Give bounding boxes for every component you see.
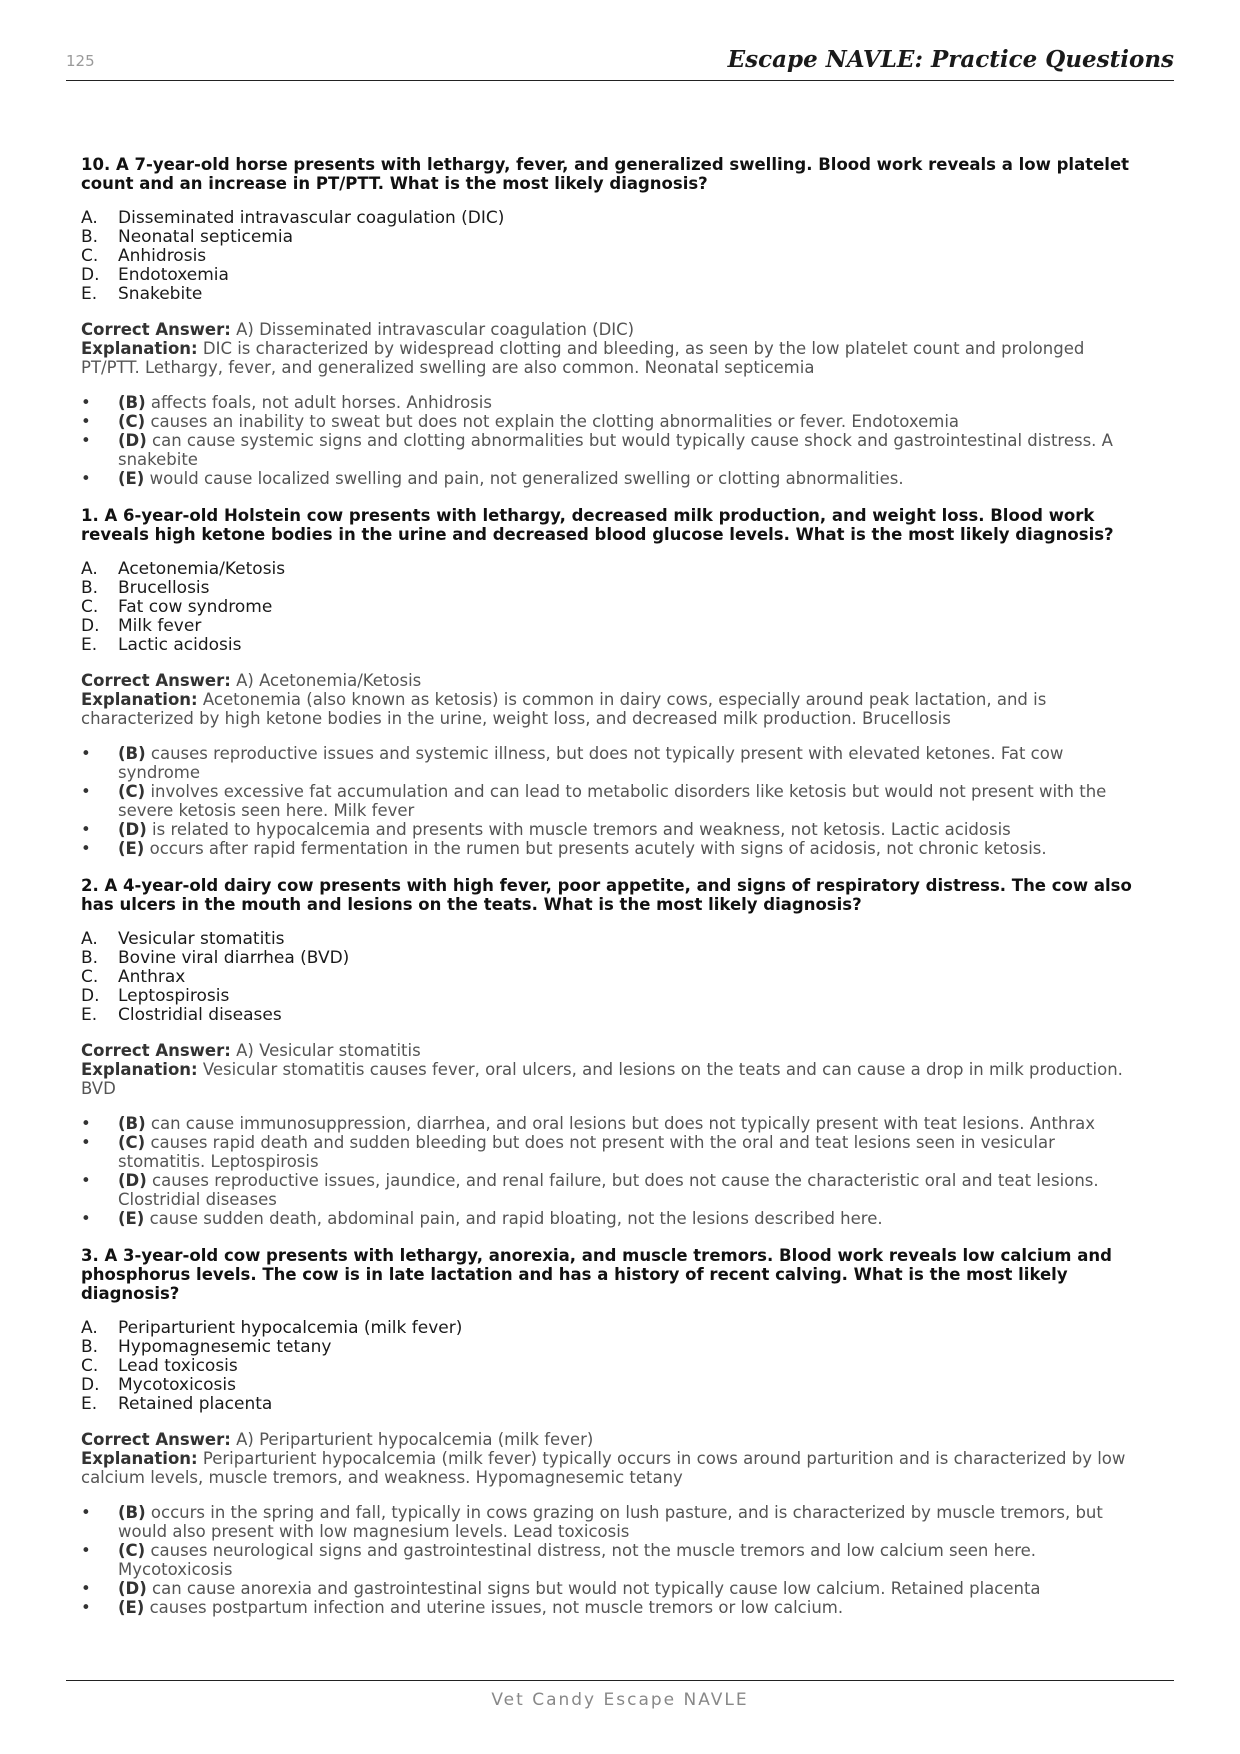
distractor-letter: (B) bbox=[118, 1114, 146, 1133]
distractor-text: occurs in the spring and fall, typically in cows grazing on lush pasture, and is characterized by muscle tremors, but would also present with low magnesium levels. Lead toxicosis bbox=[118, 1503, 1103, 1541]
answer-options bbox=[81, 1319, 1140, 1414]
distractor-text: cause sudden death, abdominal pain, and rapid bloating, not the lesions described here. bbox=[149, 1209, 883, 1228]
answer-option bbox=[81, 598, 1140, 617]
option-letter: D. bbox=[81, 986, 100, 1006]
option-letter: C. bbox=[81, 597, 99, 617]
option-text: Anthrax bbox=[118, 967, 186, 987]
option-text: Bovine viral diarrhea (BVD) bbox=[118, 948, 350, 968]
option-text: Brucellosis bbox=[118, 578, 210, 598]
explanation-label: Explanation: bbox=[81, 339, 198, 358]
question-block bbox=[81, 155, 1140, 488]
distractor-letter: (D) bbox=[118, 1579, 147, 1598]
answer-block bbox=[81, 320, 1140, 377]
distractor-letter: (B) bbox=[118, 393, 146, 412]
option-text: Periparturient hypocalcemia (milk fever) bbox=[118, 1318, 463, 1338]
answer-option bbox=[81, 1338, 1140, 1357]
distractor-text: would cause localized swelling and pain, not generalized swelling or clotting abnormalities. bbox=[149, 469, 904, 488]
distractor-text: causes postpartum infection and uterine issues, not muscle tremors or low calcium. bbox=[149, 1598, 844, 1617]
answer-option bbox=[81, 209, 1140, 228]
distractor-note bbox=[81, 1541, 1140, 1579]
correct-answer-line bbox=[81, 320, 1140, 339]
footer-divider bbox=[66, 1680, 1174, 1681]
answer-option bbox=[81, 987, 1140, 1006]
option-text: Disseminated intravascular coagulation (DIC) bbox=[118, 208, 505, 228]
answer-option bbox=[81, 617, 1140, 636]
distractor-letter: (B) bbox=[118, 1503, 146, 1522]
distractor-text: can cause immunosuppression, diarrhea, and oral lesions but does not typically present with teat lesions. Anthrax bbox=[150, 1114, 1096, 1133]
option-letter: B. bbox=[81, 948, 99, 968]
question-stem: 3. A 3-year-old cow presents with lethargy, anorexia, and muscle tremors. Blood work reveals low calcium and phosphorus levels. The cow is in late lactation and has a history of recent calving. What is the most likely diagnosis? bbox=[81, 1246, 1112, 1303]
correct-answer-text: A) Vesicular stomatitis bbox=[236, 1041, 421, 1060]
distractor-note bbox=[81, 1598, 1140, 1617]
correct-answer-line bbox=[81, 1041, 1140, 1060]
distractor-note bbox=[81, 839, 1140, 858]
distractor-letter: (E) bbox=[118, 469, 145, 488]
option-text: Hypomagnesemic tetany bbox=[118, 1337, 332, 1357]
question-stem: 2. A 4-year-old dairy cow presents with high fever, poor appetite, and signs of respiratory distress. The cow also has ulcers in the mouth and lesions on the teats. What is the most likely diagnosis? bbox=[81, 876, 1132, 914]
answer-option bbox=[81, 285, 1140, 304]
answer-option bbox=[81, 1357, 1140, 1376]
page-footer: Vet Candy Escape NAVLE bbox=[491, 1690, 749, 1710]
distractor-text: causes reproductive issues, jaundice, and renal failure, but does not cause the characteristic oral and teat lesions. Clostridial diseases bbox=[118, 1171, 1099, 1209]
correct-answer-text: A) Acetonemia/Ketosis bbox=[236, 671, 422, 690]
distractor-letter: (E) bbox=[118, 1209, 145, 1228]
distractor-note bbox=[81, 820, 1140, 839]
distractor-notes bbox=[81, 393, 1140, 488]
answer-options bbox=[81, 930, 1140, 1025]
option-text: Acetonemia/Ketosis bbox=[118, 559, 286, 579]
option-text: Retained placenta bbox=[118, 1394, 273, 1414]
answer-option bbox=[81, 1376, 1140, 1395]
option-letter: C. bbox=[81, 246, 99, 266]
page-number: 125 bbox=[66, 52, 95, 70]
distractor-letter: (B) bbox=[118, 744, 146, 763]
distractor-letter: (D) bbox=[118, 820, 147, 839]
answer-option bbox=[81, 1319, 1140, 1338]
explanation-line bbox=[81, 690, 1140, 728]
distractor-letter: (C) bbox=[118, 1541, 146, 1560]
option-letter: E. bbox=[81, 635, 98, 655]
page-header bbox=[66, 44, 1174, 81]
answer-option bbox=[81, 228, 1140, 247]
explanation-line bbox=[81, 1060, 1140, 1098]
distractor-letter: (C) bbox=[118, 1133, 146, 1152]
answer-option bbox=[81, 949, 1140, 968]
distractor-notes bbox=[81, 1114, 1140, 1228]
distractor-note bbox=[81, 1114, 1140, 1133]
distractor-note bbox=[81, 393, 1140, 412]
distractor-note bbox=[81, 431, 1140, 469]
option-letter: D. bbox=[81, 616, 100, 636]
correct-answer-line bbox=[81, 1430, 1140, 1449]
answer-option bbox=[81, 636, 1140, 655]
answer-block bbox=[81, 671, 1140, 728]
correct-answer-label: Correct Answer: bbox=[81, 320, 231, 339]
option-text: Anhidrosis bbox=[118, 246, 207, 266]
option-letter: A. bbox=[81, 559, 98, 579]
distractor-letter: (C) bbox=[118, 782, 146, 801]
distractor-note bbox=[81, 782, 1140, 820]
explanation-text: Vesicular stomatitis causes fever, oral ulcers, and lesions on the teats and can cause a drop in milk production. BVD bbox=[81, 1060, 1123, 1098]
distractor-letter: (D) bbox=[118, 431, 147, 450]
option-letter: A. bbox=[81, 1318, 98, 1338]
answer-block bbox=[81, 1430, 1140, 1487]
distractor-text: causes neurological signs and gastrointestinal distress, not the muscle tremors and low calcium seen here. Mycotoxicosis bbox=[118, 1541, 1037, 1579]
answer-option bbox=[81, 579, 1140, 598]
document-title: Escape NAVLE: Practice Questions bbox=[727, 46, 1174, 73]
answer-option bbox=[81, 968, 1140, 987]
question-block bbox=[81, 506, 1140, 858]
question-block bbox=[81, 1246, 1140, 1617]
distractor-letter: (D) bbox=[118, 1171, 147, 1190]
answer-option bbox=[81, 266, 1140, 285]
distractor-note bbox=[81, 1133, 1140, 1171]
explanation-line bbox=[81, 1449, 1140, 1487]
answer-option bbox=[81, 1395, 1140, 1414]
option-letter: B. bbox=[81, 227, 99, 247]
distractor-note bbox=[81, 412, 1140, 431]
option-letter: B. bbox=[81, 578, 99, 598]
correct-answer-text: A) Periparturient hypocalcemia (milk fever) bbox=[236, 1430, 594, 1449]
correct-answer-text: A) Disseminated intravascular coagulation (DIC) bbox=[236, 320, 635, 339]
distractor-note bbox=[81, 1171, 1140, 1209]
distractor-text: causes an inability to sweat but does not explain the clotting abnormalities or fever. Endotoxemia bbox=[150, 412, 960, 431]
option-text: Endotoxemia bbox=[118, 265, 229, 285]
option-letter: C. bbox=[81, 1356, 99, 1376]
answer-options bbox=[81, 209, 1140, 304]
distractor-note bbox=[81, 1579, 1140, 1598]
option-letter: A. bbox=[81, 929, 98, 949]
explanation-text: Acetonemia (also known as ketosis) is common in dairy cows, especially around peak lactation, and is characterized by high ketone bodies in the urine, weight loss, and decreased milk production. Brucellosis bbox=[81, 690, 1047, 728]
explanation-label: Explanation: bbox=[81, 1060, 198, 1079]
explanation-label: Explanation: bbox=[81, 690, 198, 709]
distractor-note bbox=[81, 744, 1140, 782]
option-letter: A. bbox=[81, 208, 98, 228]
distractor-notes bbox=[81, 1503, 1140, 1617]
option-text: Fat cow syndrome bbox=[118, 597, 273, 617]
distractor-text: affects foals, not adult horses. Anhidrosis bbox=[150, 393, 492, 412]
option-text: Mycotoxicosis bbox=[118, 1375, 236, 1395]
option-letter: D. bbox=[81, 1375, 100, 1395]
distractor-text: can cause anorexia and gastrointestinal signs but would not typically cause low calcium. Retained placenta bbox=[152, 1579, 1041, 1598]
option-letter: E. bbox=[81, 1394, 98, 1414]
answer-block bbox=[81, 1041, 1140, 1098]
option-text: Clostridial diseases bbox=[118, 1005, 282, 1025]
explanation-text: DIC is characterized by widespread clotting and bleeding, as seen by the low platelet count and prolonged PT/PTT. Lethargy, fever, and generalized swelling are also common. Neonatal septicemia bbox=[81, 339, 1085, 377]
option-letter: E. bbox=[81, 1005, 98, 1025]
correct-answer-label: Correct Answer: bbox=[81, 1430, 231, 1449]
explanation-text: Periparturient hypocalcemia (milk fever) typically occurs in cows around parturition and is characterized by low calcium levels, muscle tremors, and weakness. Hypomagnesemic tetany bbox=[81, 1449, 1126, 1487]
question-block bbox=[81, 876, 1140, 1228]
option-letter: E. bbox=[81, 284, 98, 304]
distractor-text: causes rapid death and sudden bleeding but does not present with the oral and teat lesions seen in vesicular stomatitis. Leptospirosis bbox=[118, 1133, 1055, 1171]
option-letter: B. bbox=[81, 1337, 99, 1357]
explanation-line bbox=[81, 339, 1140, 377]
distractor-text: can cause systemic signs and clotting abnormalities but would typically cause shock and gastrointestinal distress. A snakebite bbox=[118, 431, 1113, 469]
distractor-notes bbox=[81, 744, 1140, 858]
answer-option bbox=[81, 247, 1140, 266]
option-text: Snakebite bbox=[118, 284, 203, 304]
distractor-text: involves excessive fat accumulation and can lead to metabolic disorders like ketosis but would not present with the severe ketosis seen here. Milk fever bbox=[118, 782, 1107, 820]
correct-answer-label: Correct Answer: bbox=[81, 1041, 231, 1060]
option-letter: D. bbox=[81, 265, 100, 285]
option-text: Neonatal septicemia bbox=[118, 227, 293, 247]
distractor-text: is related to hypocalcemia and presents with muscle tremors and weakness, not ketosis. Lactic acidosis bbox=[152, 820, 1011, 839]
correct-answer-label: Correct Answer: bbox=[81, 671, 231, 690]
distractor-letter: (E) bbox=[118, 1598, 145, 1617]
distractor-letter: (C) bbox=[118, 412, 146, 431]
answer-option bbox=[81, 1006, 1140, 1025]
option-text: Leptospirosis bbox=[118, 986, 230, 1006]
question-stem: 10. A 7-year-old horse presents with lethargy, fever, and generalized swelling. Blood work reveals a low platelet count and an increase in PT/PTT. What is the most likely diagnosis? bbox=[81, 155, 1130, 193]
distractor-note bbox=[81, 1503, 1140, 1541]
question-stem: 1. A 6-year-old Holstein cow presents with lethargy, decreased milk production, and weight loss. Blood work reveals high ketone bodies in the urine and decreased blood glucose levels. What is the most likely diagnosis? bbox=[81, 506, 1114, 544]
option-text: Milk fever bbox=[118, 616, 202, 636]
distractor-note bbox=[81, 469, 1140, 488]
distractor-text: causes reproductive issues and systemic illness, but does not typically present with elevated ketones. Fat cow syndrome bbox=[118, 744, 1064, 782]
answer-option bbox=[81, 930, 1140, 949]
page-content bbox=[81, 155, 1140, 1635]
option-text: Lead toxicosis bbox=[118, 1356, 238, 1376]
answer-option bbox=[81, 560, 1140, 579]
option-text: Vesicular stomatitis bbox=[118, 929, 285, 949]
distractor-note bbox=[81, 1209, 1140, 1228]
distractor-letter: (E) bbox=[118, 839, 145, 858]
distractor-text: occurs after rapid fermentation in the rumen but presents acutely with signs of acidosis, not chronic ketosis. bbox=[149, 839, 1047, 858]
answer-options bbox=[81, 560, 1140, 655]
explanation-label: Explanation: bbox=[81, 1449, 198, 1468]
option-text: Lactic acidosis bbox=[118, 635, 242, 655]
correct-answer-line bbox=[81, 671, 1140, 690]
option-letter: C. bbox=[81, 967, 99, 987]
